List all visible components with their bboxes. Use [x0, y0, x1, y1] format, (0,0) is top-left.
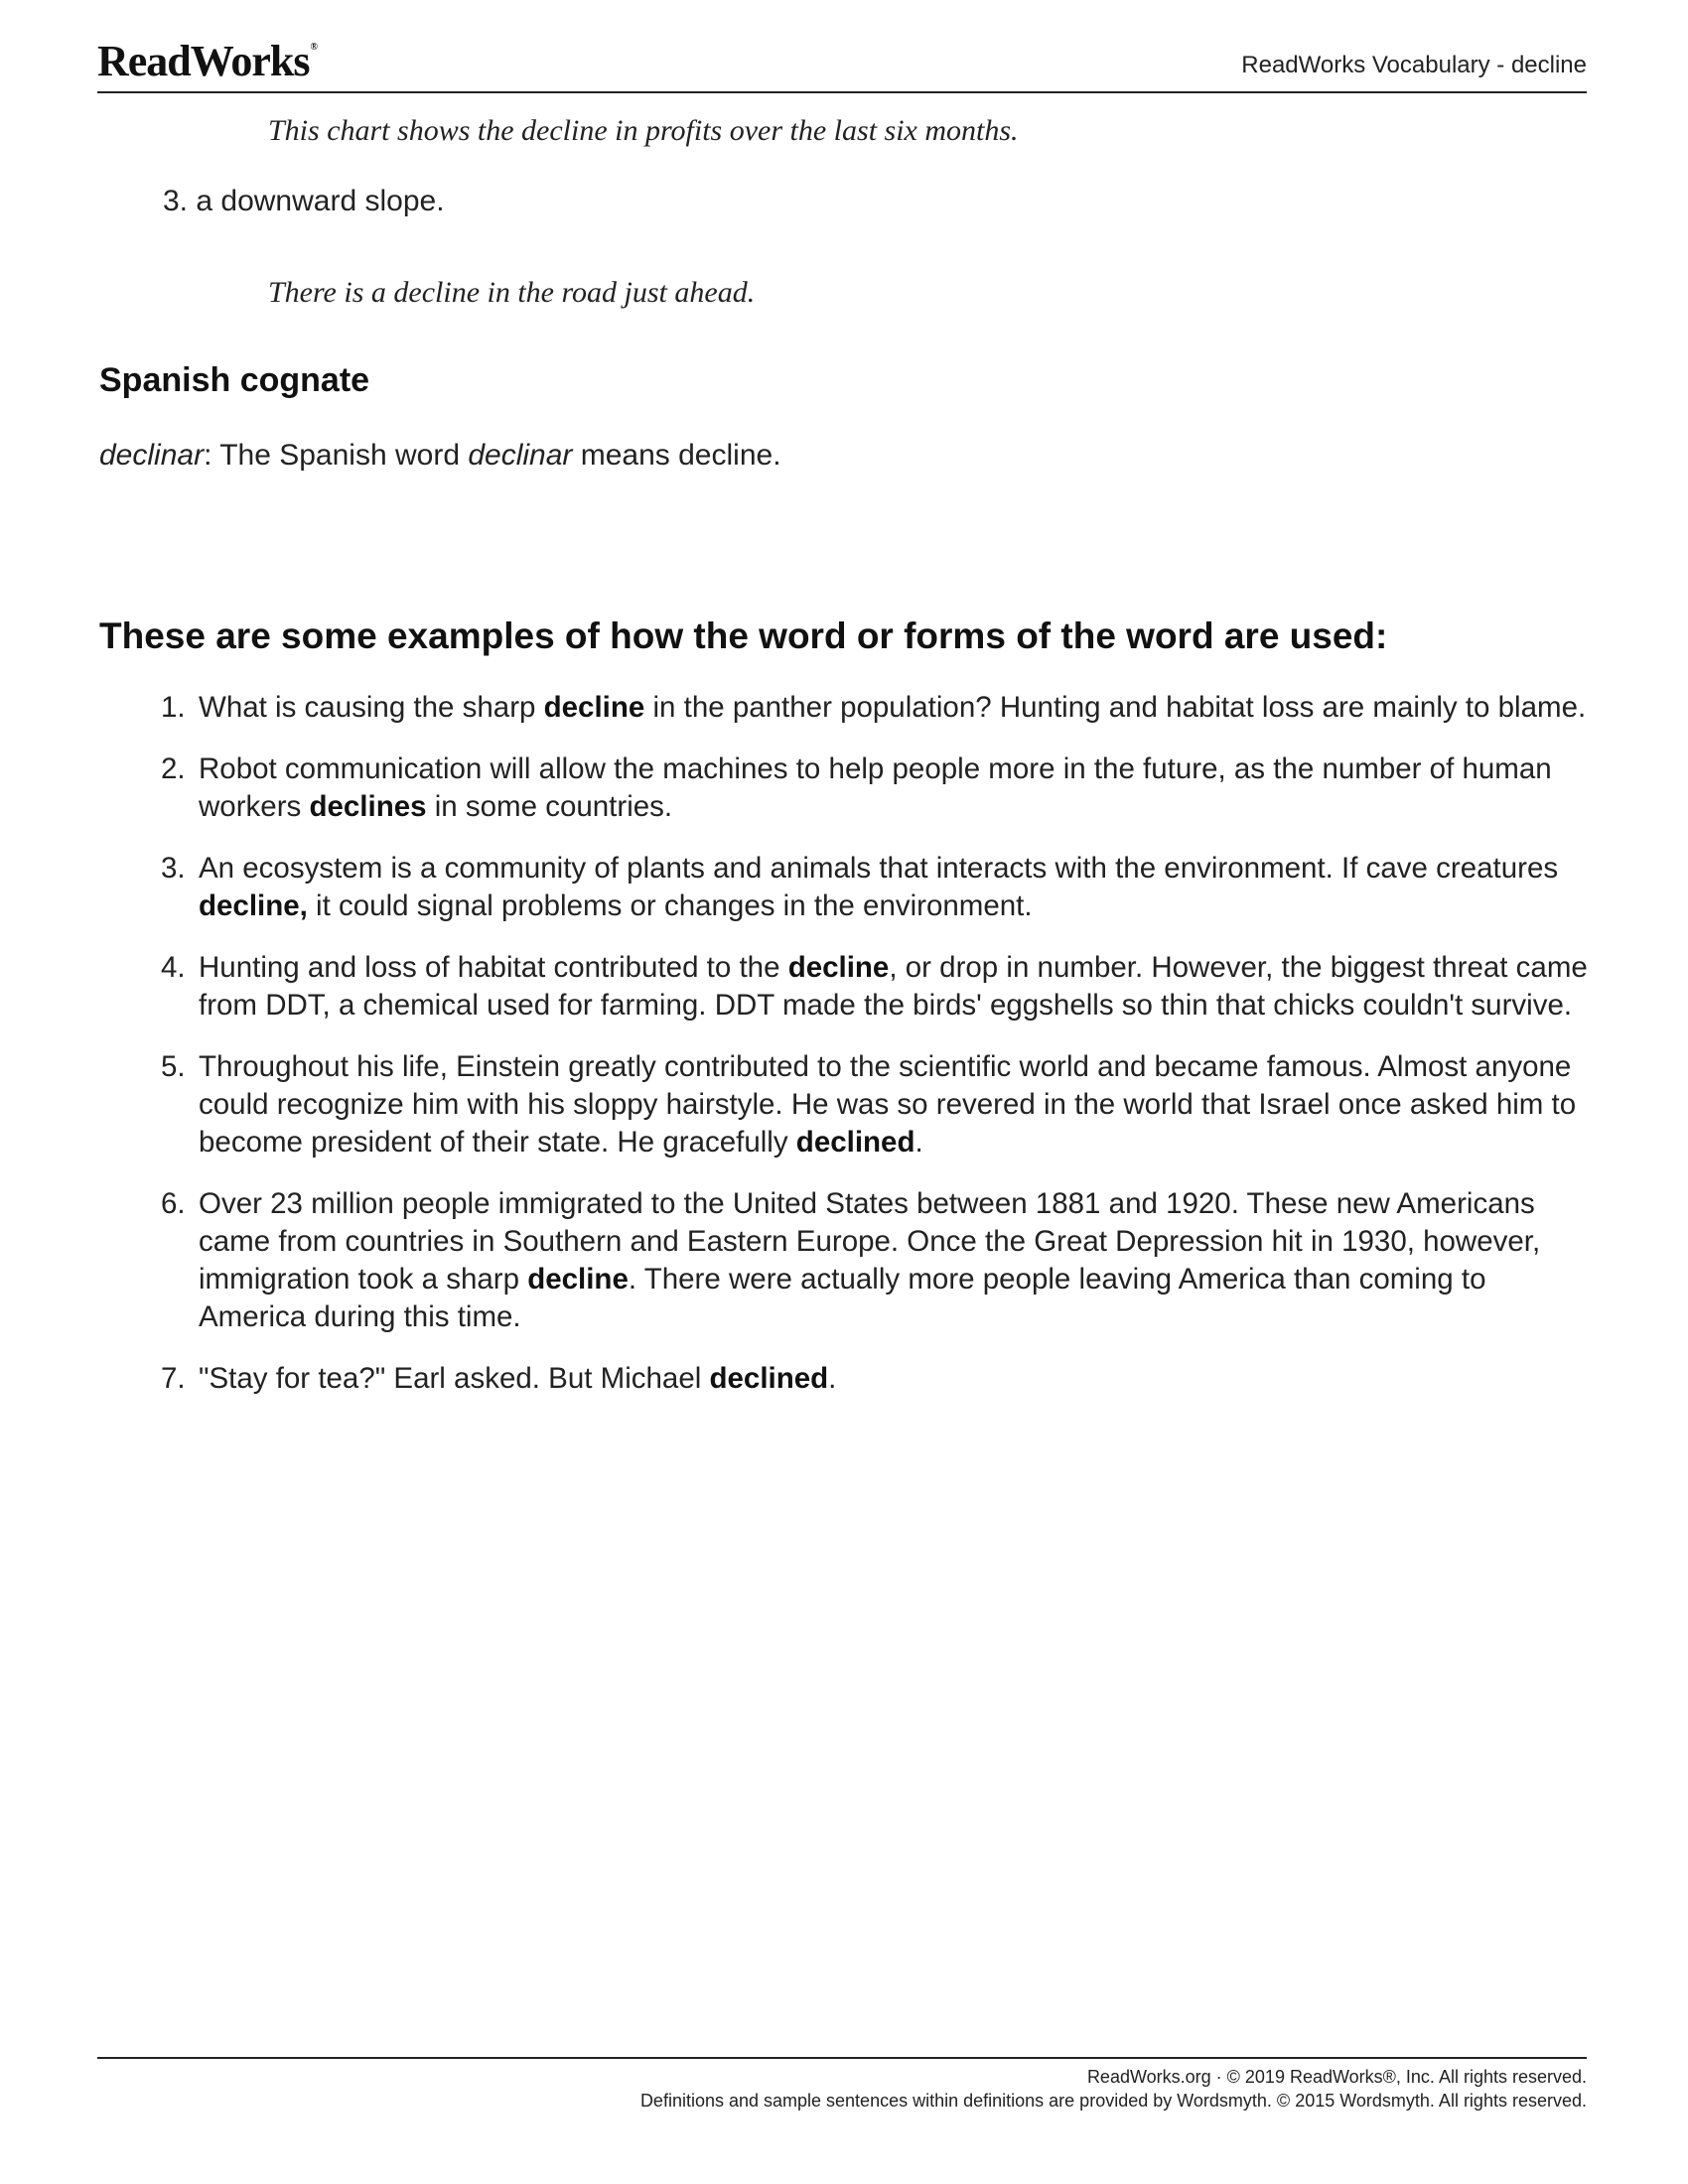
example-item	[161, 751, 1591, 826]
definition-3-example: There is a decline in the road just ahead.	[268, 276, 756, 309]
example-text: Throughout his life, Einstein greatly contributed to the scientific world and became famous. Almost anyone could recognize him with his sloppy hairstyle. He was so revered in the world that Israel once asked him to become president of their state. He gracefully	[199, 1050, 1577, 1159]
example-keyword: decline,	[199, 889, 308, 922]
example-text-end: it could signal problems or changes in the environment.	[307, 889, 1033, 922]
example-number: 2.	[161, 752, 186, 785]
example-text: Over 23 million people immigrated to the United States between 1881 and 1920. These new Americans came from countries in Southern and Eastern Europe. Once the Great Depression hit in 1930, however, immigration took a sharp	[199, 1187, 1541, 1296]
example-keyword: decline	[543, 691, 645, 724]
cognate-word-inline: declinar	[468, 439, 573, 472]
example-keyword: declined	[709, 1362, 829, 1395]
example-item	[161, 689, 1591, 727]
definition-2-example: This chart shows the decline in profits over the last six months.	[268, 114, 1019, 147]
definition-3	[163, 185, 445, 218]
examples-heading: These are some examples of how the word or forms of the word are used:	[99, 615, 1388, 656]
example-item	[161, 1185, 1591, 1336]
logo-text: ReadWorks	[97, 37, 310, 85]
example-text: Hunting and loss of habitat contributed to the	[199, 951, 788, 984]
footer-divider	[97, 2057, 1587, 2059]
cognate-text-post: means decline.	[572, 439, 781, 472]
example-keyword: decline	[787, 951, 890, 984]
cognate-word: declinar	[99, 439, 205, 472]
example-text-end: in the panther population? Hunting and habitat loss are mainly to blame.	[644, 691, 1587, 724]
cognate-heading: Spanish cognate	[99, 361, 370, 399]
example-number: 6.	[161, 1187, 186, 1220]
example-item	[161, 949, 1591, 1024]
example-text: An ecosystem is a community of plants and animals that interacts with the environment. If cave creatures	[199, 852, 1559, 885]
example-number: 4.	[161, 951, 186, 984]
example-item	[161, 1048, 1591, 1161]
cognate-separator: :	[204, 439, 212, 472]
examples-list	[161, 689, 1591, 1422]
example-keyword: declines	[309, 790, 427, 823]
cognate-text-pre: The Spanish word	[211, 439, 469, 472]
example-text: "Stay for tea?" Earl asked. But Michael	[199, 1362, 710, 1395]
example-item	[161, 850, 1591, 925]
example-text-end: .	[828, 1362, 837, 1395]
example-text: Robot communication will allow the machines to help people more in the future, as the number of human workers	[199, 752, 1552, 823]
example-text-end: in some countries.	[426, 790, 673, 823]
example-number: 1.	[161, 691, 186, 724]
document-title: ReadWorks Vocabulary - decline	[1241, 52, 1587, 78]
example-item	[161, 1360, 1591, 1398]
example-text-end: . There were actually more people leaving America than coming to America during this time.	[199, 1263, 1486, 1333]
example-keyword: declined	[795, 1126, 915, 1159]
example-text-end: , or drop in number. However, the biggest threat came from DDT, a chemical used for farming. DDT made the birds' eggshells so thin that chicks couldn't survive.	[199, 951, 1588, 1022]
footer-copyright: ReadWorks.org · © 2019 ReadWorks®, Inc. All rights reserved.	[1086, 2067, 1587, 2087]
example-text-end: .	[914, 1126, 923, 1159]
example-number: 3.	[161, 852, 186, 885]
readworks-logo	[97, 36, 317, 86]
cognate-text	[99, 439, 781, 473]
example-text: What is causing the sharp	[199, 691, 544, 724]
header-divider	[97, 91, 1587, 93]
definition-3-number: 3.	[163, 185, 189, 217]
example-keyword: decline	[527, 1263, 629, 1296]
example-number: 7.	[161, 1362, 186, 1395]
footer-attribution: Definitions and sample sentences within definitions are provided by Wordsmyth. © 2015 Wordsmyth. All rights reserved.	[639, 2091, 1587, 2111]
page-header	[97, 36, 1587, 93]
registered-mark: ®	[310, 42, 317, 53]
example-number: 5.	[161, 1050, 186, 1083]
definition-3-text: a downward slope.	[196, 185, 445, 217]
